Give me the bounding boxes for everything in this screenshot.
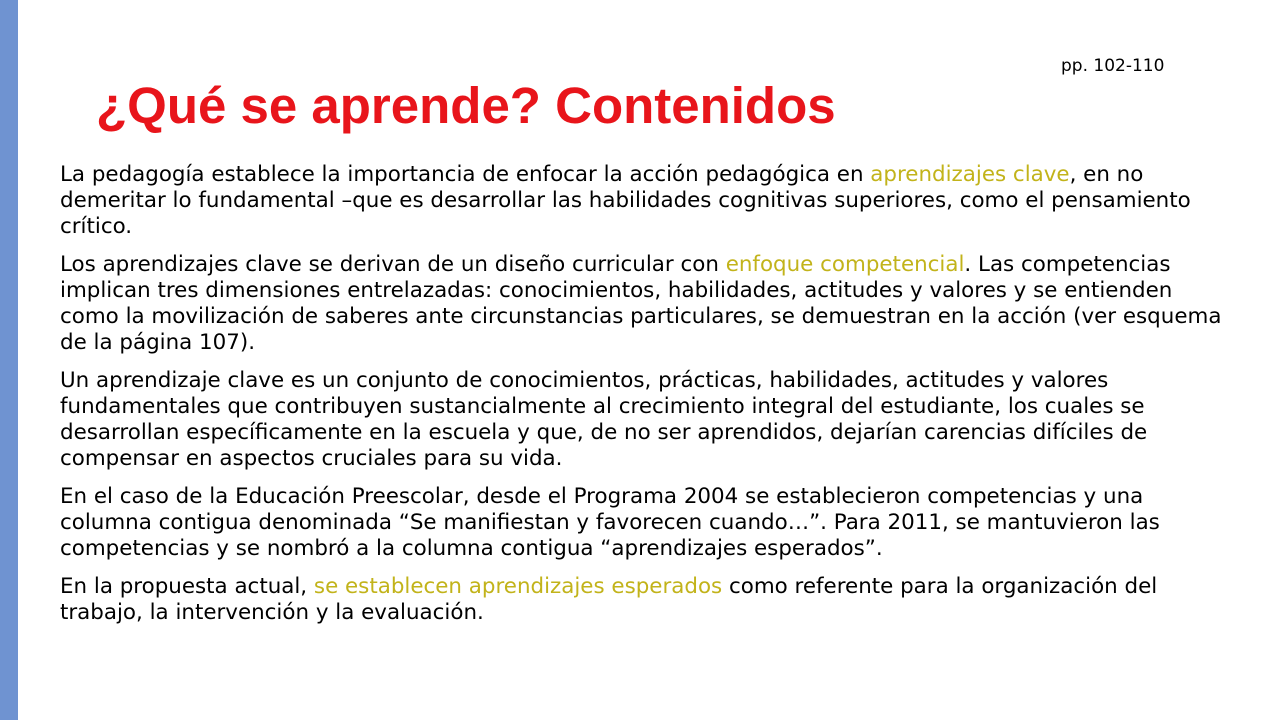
paragraph-preschool-history: En el caso de la Educación Preescolar, desde el Programa 2004 se establecieron competencias y una columna contigua denominada “Se manifiestan y favorecen cuando…”. Para 2011, se mantuvieron las competencias y se nombró a la columna contigua “aprendizajes esperados”. <box>60 484 1160 561</box>
highlight-aprendizajes-clave: aprendizajes clave <box>870 162 1070 187</box>
paragraph-text: Los aprendizajes clave se derivan de un diseño curricular con <box>60 252 726 277</box>
paragraph-text: En la propuesta actual, <box>60 574 314 599</box>
paragraph-current-proposal <box>60 574 1225 626</box>
paragraph-text: , en no demeritar lo fundamental –que es desarrollar las habilidades cognitivas superiores, como el pensamiento crítico. <box>60 162 1191 239</box>
paragraph-text: La pedagogía establece la importancia de enfocar la acción pedagógica en <box>60 162 871 187</box>
slide-body <box>60 162 1225 638</box>
highlight-enfoque-competencial: enfoque competencial <box>725 252 965 277</box>
highlight-aprendizajes-esperados: se establecen aprendizajes esperados <box>313 574 723 599</box>
accent-bar <box>0 0 18 720</box>
paragraph-text: . Las competencias implican tres dimensiones entrelazadas: conocimientos, habilidades, actitudes y valores y se entienden como la movilización de saberes ante circunstancias particulares, se demuestran en la acción (ver esquema de la página 107). <box>60 252 1222 355</box>
page-reference: pp. 102-110 <box>1061 56 1165 76</box>
paragraph-definition: Un aprendizaje clave es un conjunto de conocimientos, prácticas, habilidades, actitudes y valores fundamentales que contribuyen sustancialmente al crecimiento integral del estudiante, los cuales se desarrollan específicamente en la escuela y que, de no ser aprendidos, dejarían carencias difíciles de compensar en aspectos cruciales para su vida. <box>60 368 1148 471</box>
paragraph-competencies <box>60 252 1225 356</box>
paragraph-text: como referente para la organización del trabajo, la intervención y la evaluación. <box>60 574 1158 625</box>
slide-title: ¿Qué se aprende? Contenidos <box>96 77 836 134</box>
paragraph-key-learning <box>60 162 1225 240</box>
